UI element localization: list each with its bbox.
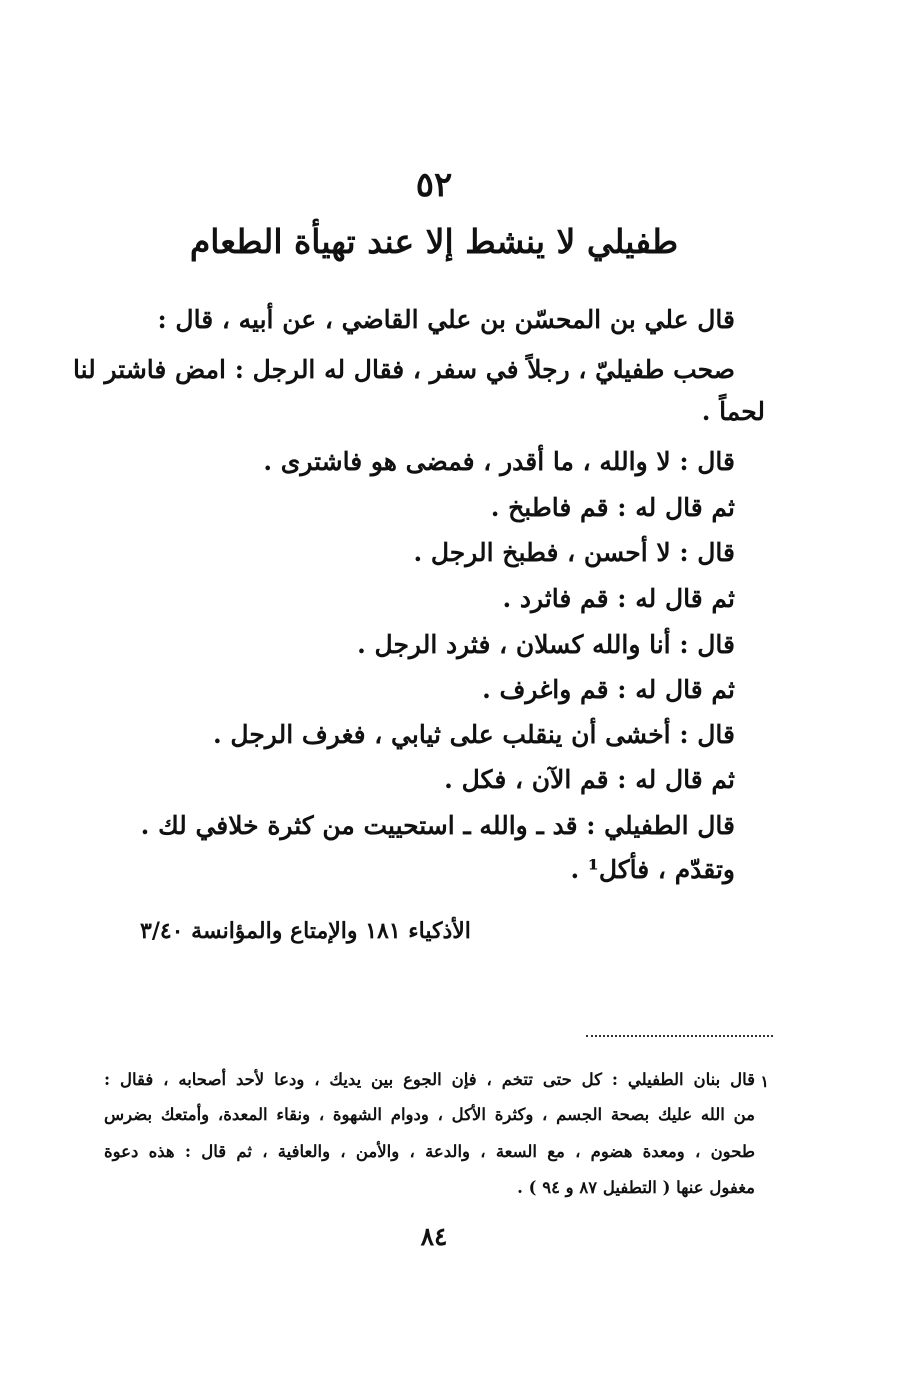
footnote-line: من الله عليك بصحة الجسم ، وكثرة الأكل ، ودوام الشهوة ، ونقاء المعدة، وأمتعك بضرس xyxy=(104,1105,755,1124)
footnote-line: مغفول عنها ( التطفيل ٨٧ و ٩٤ ) . xyxy=(517,1178,755,1197)
body-line: قال : لا أحسن ، فطبخ الرجل . xyxy=(413,538,735,567)
chapter-number: ٥٢ xyxy=(415,165,453,205)
footnote-separator xyxy=(586,1035,773,1037)
body-line: قال : أخشى أن ينقلب على ثيابي ، فغرف الرجل . xyxy=(213,720,735,749)
body-line: ثم قال له : قم الآن ، فكل . xyxy=(444,765,735,794)
source-reference: الأذكياء ١٨١ والإمتاع والمؤانسة ٣/٤٠ xyxy=(140,918,471,944)
body-line: لحماً . xyxy=(701,397,765,426)
body-line: ثم قال له : قم فاثرد . xyxy=(502,584,735,613)
footnote-marker: ١ xyxy=(760,1072,769,1091)
body-line: قال : لا والله ، ما أقدر ، فمضى هو فاشترى . xyxy=(263,447,735,476)
footnote-line: طحون ، ومعدة هضوم ، مع السعة ، والدعة ، والأمن ، والعافية ، ثم قال : هذه دعوة xyxy=(104,1142,755,1161)
body-line: وتقدّم ، فأكل¹ . xyxy=(570,855,735,884)
body-line: ثم قال له : قم واغرف . xyxy=(482,675,735,704)
body-line: ثم قال له : قم فاطبخ . xyxy=(490,493,735,522)
page-number: ٨٤ xyxy=(420,1222,448,1251)
body-line: قال : أنا والله كسلان ، فثرد الرجل . xyxy=(357,630,735,659)
body-line: صحب طفيليّ ، رجلاً في سفر ، فقال له الرجل : امض فاشتر لنا xyxy=(73,355,735,384)
body-line: قال الطفيلي : قد ـ والله ـ استحييت من كثرة خلافي لك . xyxy=(140,811,735,840)
chapter-title: طفيلي لا ينشط إلا عند تهيأة الطعام xyxy=(189,222,679,261)
body-line: قال علي بن المحسّن بن علي القاضي ، عن أبيه ، قال : xyxy=(157,305,735,334)
footnote-line: قال بنان الطفيلي : كل حتى تتخم ، فإن الجوع بين يديك ، ودعا لأحد أصحابه ، فقال : xyxy=(104,1070,755,1089)
